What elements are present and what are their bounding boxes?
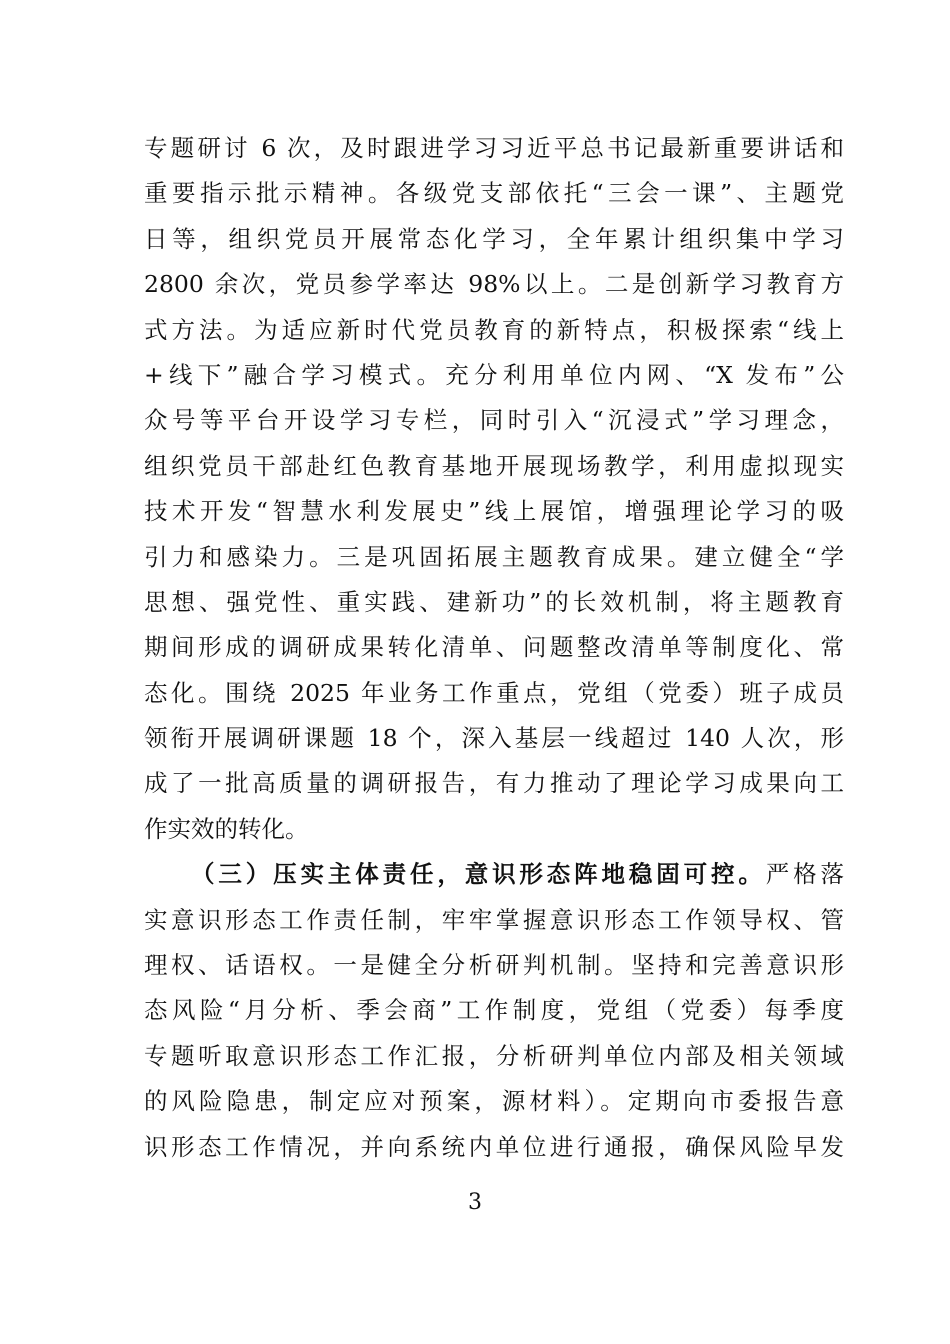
text-line: 专题研讨 6 次，及时跟进学习习近平总书记最新重要讲话和 [144, 134, 844, 162]
text-line: 的风险隐患，制定应对预案，源材料）。定期向市委报告意 [144, 1087, 844, 1116]
text-line: 领衔开展调研课题 18 个，深入基层一线超过 140 人次，形 [144, 724, 844, 753]
body-text [144, 126, 844, 1170]
text-line: 理权、话语权。一是健全分析研判机制。坚持和完善意识形 [144, 951, 844, 980]
text-line: 态风险“月分析、季会商”工作制度，党组（党委）每季度 [144, 996, 844, 1025]
text-line: 组织党员干部赴红色教育基地开展现场教学，利用虚拟现实 [144, 451, 844, 480]
text-line: 日等，组织党员开展常态化学习，全年累计组织集中学习 [144, 224, 844, 253]
text-line: 识形态工作情况，并向系统内单位进行通报，确保风险早发 [144, 1132, 844, 1161]
text-line: 期间形成的调研成果转化清单、问题整改清单等制度化、常 [144, 633, 844, 662]
text-line: 引力和感染力。三是巩固拓展主题教育成果。建立健全“学 [144, 542, 844, 571]
section-heading-tail: 严格落 [765, 860, 845, 889]
text-line: 重要指示批示精神。各级党支部依托“三会一课”、主题党 [144, 179, 844, 208]
text-line: 成了一批高质量的调研报告，有力推动了理论学习成果向工 [144, 769, 844, 798]
section-heading: （三）压实主体责任，意识形态阵地稳固可控。 [191, 860, 766, 889]
text-line: 式方法。为适应新时代党员教育的新特点，积极探索“线上 [144, 315, 844, 344]
text-line: 态化。围绕 2025 年业务工作重点，党组（党委）班子成员 [144, 678, 844, 707]
page-number: 3 [468, 1190, 482, 1215]
text-line: 思想、强党性、重实践、建新功”的长效机制，将主题教育 [144, 587, 844, 616]
text-line: 技术开发“智慧水利发展史”线上展馆，增强理论学习的吸 [144, 497, 844, 526]
text-line: 专题听取意识形态工作汇报，分析研判单位内部及相关领域 [144, 1041, 844, 1070]
text-line: 众号等平台开设学习专栏，同时引入“沉浸式”学习理念， [144, 406, 844, 435]
text-line: 作实效的转化。 [144, 814, 309, 843]
text-line: 实意识形态工作责任制，牢牢掌握意识形态工作领导权、管 [144, 905, 844, 934]
text-line: 2800 余次，党员参学率达 98%以上。二是创新学习教育方 [144, 270, 844, 299]
text-line: +线下”融合学习模式。充分利用单位内网、“X 发布”公 [144, 360, 844, 389]
section-heading-line [144, 852, 844, 897]
